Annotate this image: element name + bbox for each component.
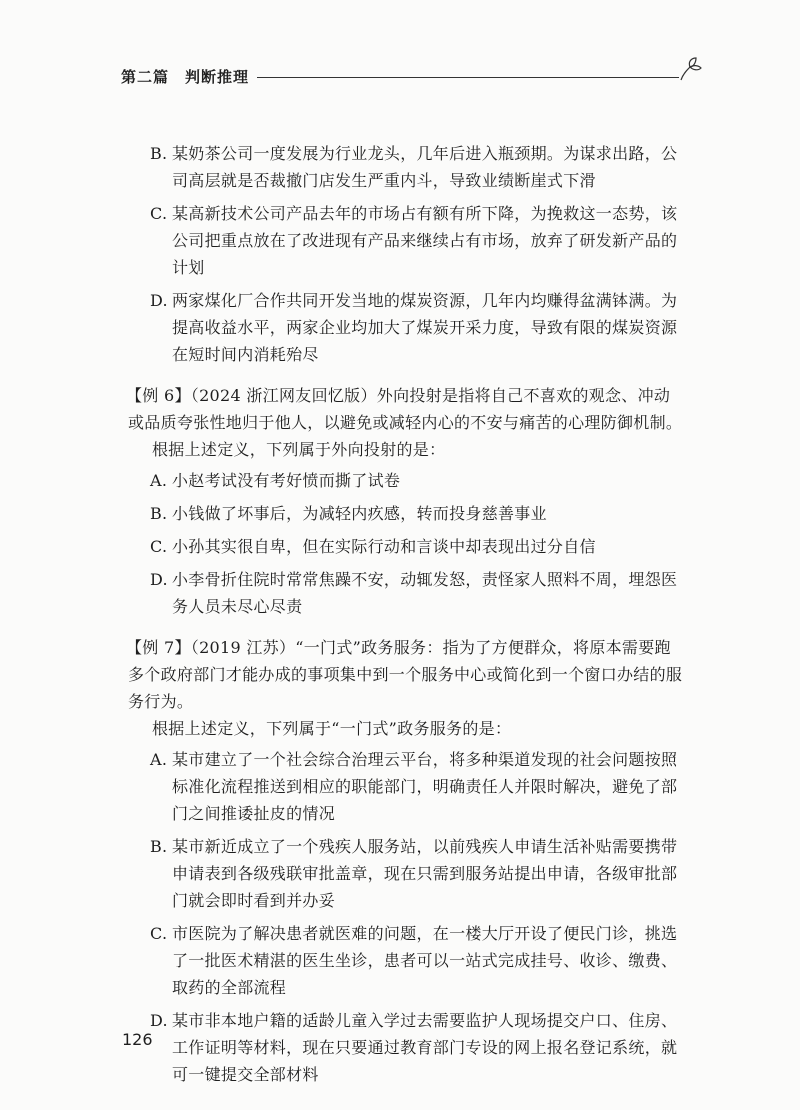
option-text: 某高新技术公司产品去年的市场占有额有所下降，为挽救这一态势，该公司把重点放在了改进现有产品来继续占有市场，放弃了研发新产品的计划	[172, 204, 678, 277]
header-rule	[257, 77, 679, 78]
option-text: 小赵考试没有考好愤而撕了试卷	[172, 471, 401, 490]
option-c	[150, 920, 685, 1001]
example-7-question: 根据上述定义，下列属于“一门式”政务服务的是：	[152, 719, 512, 738]
option-text: 小李骨折住院时常常焦躁不安，动辄发怒，责怪家人照料不周，埋怨医务人员未尽心尽责	[172, 570, 678, 616]
option-text: 某市非本地户籍的适龄儿童入学过去需要监护人现场提交户口、住房、工作证明等材料，现在只要通过教育部门专设的网上报名登记系统，就可一键提交全部材料	[172, 1011, 678, 1084]
option-letter: D.	[150, 570, 168, 589]
option-text: 两家煤化厂合作共同开发当地的煤炭资源，几年内均赚得盆满钵满。为提高收益水平，两家企业均加大了煤炭开采力度，导致有限的煤炭资源在短时间内消耗殆尽	[172, 291, 678, 364]
option-d	[150, 1007, 685, 1088]
option-d	[150, 566, 685, 620]
example-6-stem: 【例 6】（2024 浙江网友回忆版）外向投射是指将自己不喜欢的观念、冲动或品质夸张性地归于他人，以避免或减轻内心的不安与痛苦的心理防御机制。	[126, 386, 683, 432]
option-letter: C.	[150, 537, 168, 556]
sprout-icon	[677, 56, 703, 82]
option-b	[150, 140, 685, 194]
page-header	[121, 66, 701, 90]
option-a	[150, 467, 685, 494]
option-text: 某市建立了一个社会综合治理云平台，将多种渠道发现的社会问题按照标准化流程推送到相应的职能部门，明确责任人并限时解决，避免了部门之间推诿扯皮的情况	[172, 750, 678, 823]
option-b	[150, 833, 685, 914]
option-letter: A.	[150, 471, 168, 490]
option-a	[150, 746, 685, 827]
option-d	[150, 287, 685, 368]
option-text: 某市新近成立了一个残疾人服务站，以前残疾人申请生活补贴需要携带申请表到各级残联审批盖章，现在只需到服务站提出申请，各级审批部门就会即时看到并办妥	[172, 837, 678, 910]
option-letter: D.	[150, 291, 168, 310]
option-b	[150, 500, 685, 527]
option-text: 市医院为了解决患者就医难的问题，在一楼大厅开设了便民门诊，挑选了一批医术精湛的医生坐诊，患者可以一站式完成挂号、收诊、缴费、取药的全部流程	[172, 924, 678, 997]
option-text: 某奶茶公司一度发展为行业龙头，几年后进入瓶颈期。为谋求出路，公司高层就是否裁撤门店发生严重内斗，导致业绩断崖式下滑	[172, 144, 678, 190]
option-letter: C.	[150, 924, 168, 943]
option-letter: A.	[150, 750, 168, 769]
chapter-title: 第二篇 判断推理	[121, 68, 250, 86]
option-letter: B.	[150, 504, 168, 523]
option-text: 小钱做了坏事后，为减轻内疚感，转而投身慈善事业	[172, 504, 547, 523]
example-6	[126, 382, 685, 620]
option-letter: D.	[150, 1011, 168, 1030]
page-number: 126	[122, 1030, 153, 1049]
example-6-question: 根据上述定义，下列属于外向投射的是：	[152, 440, 446, 459]
option-letter: B.	[150, 144, 168, 163]
option-c	[150, 200, 685, 281]
option-text: 小孙其实很自卑，但在实际行动和言谈中却表现出过分自信	[172, 537, 596, 556]
option-letter: C.	[150, 204, 168, 223]
option-c	[150, 533, 685, 560]
option-letter: B.	[150, 837, 168, 856]
example-7-stem: 【例 7】（2019 江苏）“一门式”政务服务：指为了方便群众，将原本需要跑多个政府部门才能办成的事项集中到一个服务中心或简化到一个窗口办结的服务行为。	[126, 638, 683, 711]
